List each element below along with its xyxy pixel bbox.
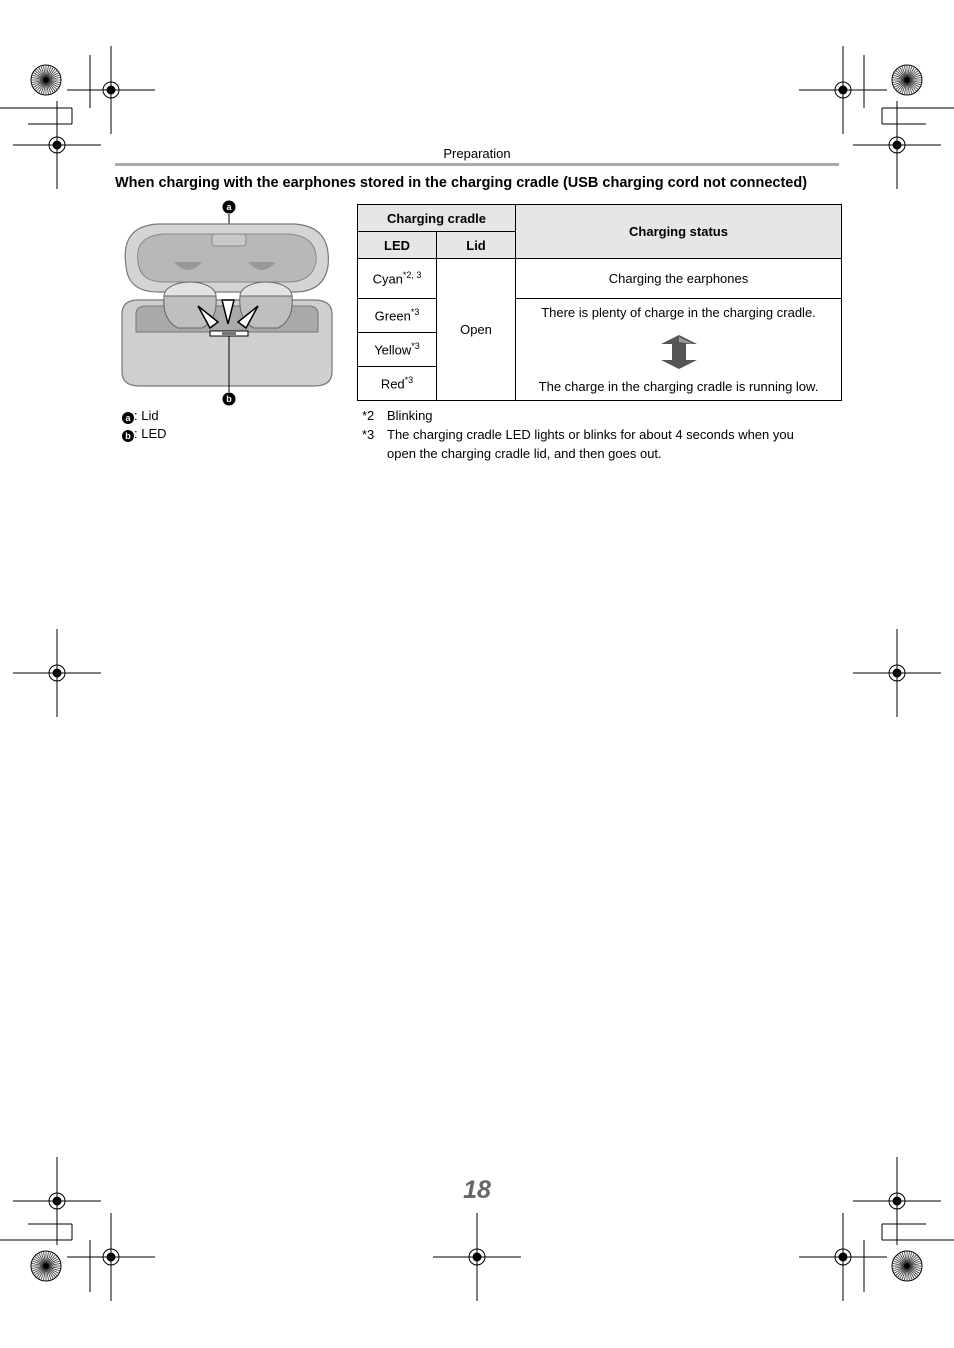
page-number: 18 (463, 1176, 491, 1204)
section-title: When charging with the earphones stored in the charging cradle (USB charging cord not connected) (115, 175, 808, 191)
header-rule (115, 163, 839, 166)
charging-status-table (357, 204, 842, 401)
footnotes (362, 406, 794, 463)
section-header: Preparation (443, 146, 511, 161)
registration-target (13, 101, 101, 189)
status-plenty: There is plenty of charge in the charging cradle. (541, 305, 816, 320)
status-charge-level (516, 299, 842, 401)
registration-target (799, 1213, 887, 1301)
charging-cradle-illustration (118, 196, 342, 412)
status-low: The charge in the charging cradle is running low. (538, 379, 819, 394)
color-wheel-mark (31, 65, 61, 95)
legend-text-lid: : Lid (134, 408, 159, 423)
callout-a-label: a (226, 202, 232, 212)
color-wheel-mark (892, 1251, 922, 1281)
registration-target (853, 101, 941, 189)
led-cyan: Cyan$^{*2, 3}$ (358, 259, 437, 299)
legend-lid (122, 408, 159, 424)
footnote-2: *2 Blinking (362, 408, 433, 423)
callout-b-label: b (226, 394, 232, 404)
footnote-3: *3 The charging cradle LED lights or blinks for about 4 seconds when you (362, 427, 794, 442)
registration-target (67, 46, 155, 134)
header-led: LED (358, 232, 437, 259)
registration-target (799, 46, 887, 134)
legend-text-led: : LED (134, 426, 167, 441)
header-charging-status: Charging status (516, 205, 842, 259)
footnote-3-cont: open the charging cradle lid, and then goes out. (387, 446, 662, 461)
registration-target (67, 1213, 155, 1301)
header-charging-cradle: Charging cradle (358, 205, 516, 232)
registration-target (433, 1213, 521, 1301)
led-yellow: Yellow$^{*3}$ (358, 333, 437, 367)
double-arrow-icon (660, 335, 698, 369)
registration-target (853, 629, 941, 717)
legend-led (122, 426, 167, 442)
status-charging-earphones: Charging the earphones (516, 259, 842, 299)
legend-mark-a: a (122, 412, 134, 424)
legend-mark-b: b (122, 430, 134, 442)
lid-open: Open (437, 259, 516, 401)
header-lid: Lid (437, 232, 516, 259)
registration-target (13, 629, 101, 717)
color-wheel-mark (31, 1251, 61, 1281)
color-wheel-mark (892, 65, 922, 95)
led-green: Green$^{*3}$ (358, 299, 437, 333)
led-red: Red$^{*3}$ (358, 367, 437, 401)
